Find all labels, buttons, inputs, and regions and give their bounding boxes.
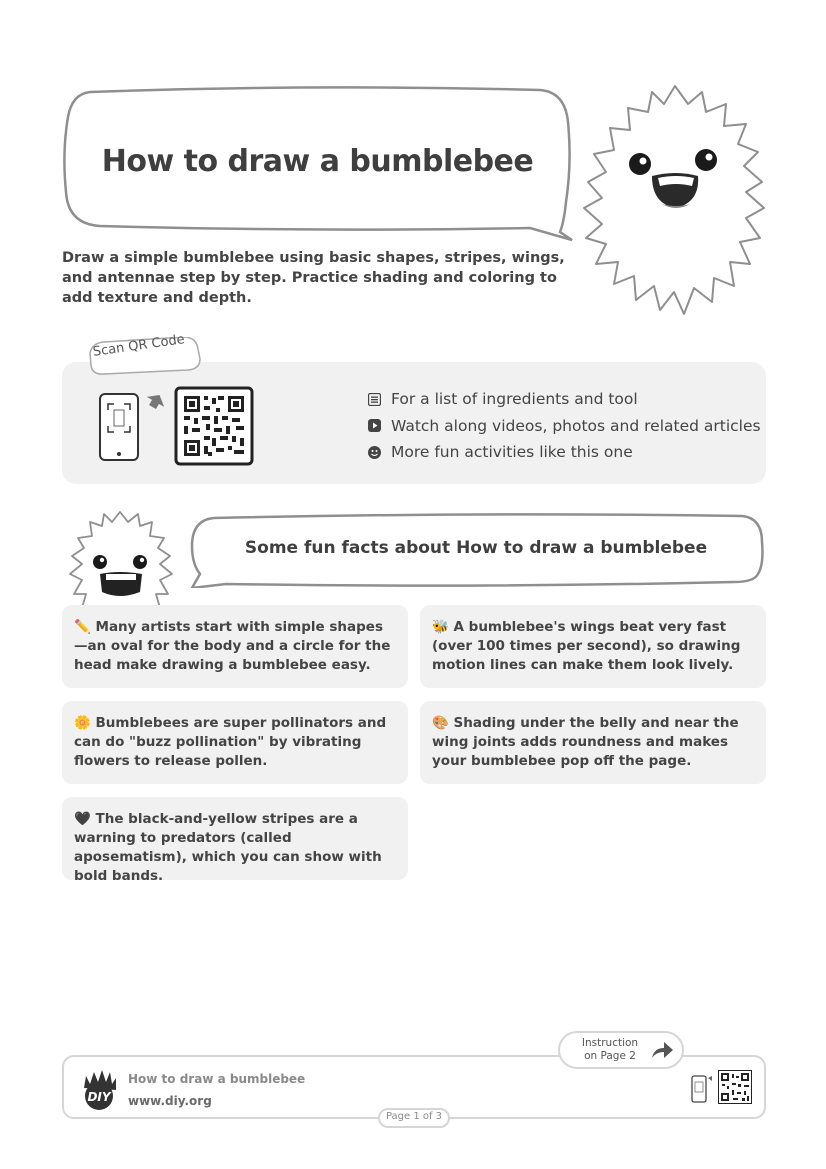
diy-logo-icon bbox=[78, 1068, 120, 1110]
fact-card: ✏️ Many artists start with simple shapes—an oval for the body and a circle for the head make drawing a bumblebee easy. bbox=[62, 605, 408, 688]
list-item-label: For a list of ingredients and tool bbox=[391, 390, 638, 409]
smiley-icon bbox=[368, 446, 381, 459]
qr-code-icon[interactable] bbox=[718, 1070, 752, 1104]
diy-logo-text: DIY bbox=[87, 1090, 111, 1104]
scan-qr-label: Scan QR Code bbox=[92, 332, 186, 360]
qr-feature-list bbox=[368, 386, 761, 466]
list-item[interactable] bbox=[368, 439, 761, 466]
footer-url-link[interactable]: www.diy.org bbox=[128, 1094, 212, 1108]
instruction-label: Instruction on Page 2 bbox=[581, 1037, 639, 1062]
list-item[interactable] bbox=[368, 413, 761, 440]
fact-card: 🌼 Bumblebees are super pollinators and can do "buzz pollination" by vibrating flowers to release pollen. bbox=[62, 701, 408, 784]
forward-arrow-icon bbox=[650, 1040, 674, 1060]
fact-card: 🎨 Shading under the belly and near the wing joints adds roundness and makes your bumblebee pop off the page. bbox=[420, 701, 766, 784]
footer-title: How to draw a bumblebee bbox=[128, 1072, 306, 1086]
fact-card: 🐝 A bumblebee's wings beat very fast (over 100 times per second), so drawing motion lines can make them look lively. bbox=[420, 605, 766, 688]
list-icon bbox=[368, 393, 381, 406]
yeti-mascot-small-icon bbox=[64, 508, 178, 608]
yeti-mascot-icon bbox=[580, 78, 770, 328]
phone-icon bbox=[690, 1074, 714, 1104]
list-item-label: More fun activities like this one bbox=[391, 443, 633, 462]
fact-card: 🖤 The black-and-yellow stripes are a warning to predators (called aposematism), which you can show with bold bands. bbox=[62, 797, 408, 880]
play-icon bbox=[368, 419, 381, 432]
intro-paragraph: Draw a simple bumblebee using basic shapes, stripes, wings, and antennae step by step. Practice shading and coloring to add texture and depth. bbox=[62, 250, 565, 306]
facts-heading: Some fun facts about How to draw a bumblebee bbox=[244, 538, 708, 558]
page-number: Page 1 of 3 bbox=[385, 1111, 443, 1122]
page-title: How to draw a bumblebee bbox=[101, 144, 534, 179]
list-item[interactable] bbox=[368, 386, 761, 413]
phone-scan-illustration bbox=[96, 386, 256, 466]
list-item-label: Watch along videos, photos and related articles bbox=[391, 416, 761, 435]
